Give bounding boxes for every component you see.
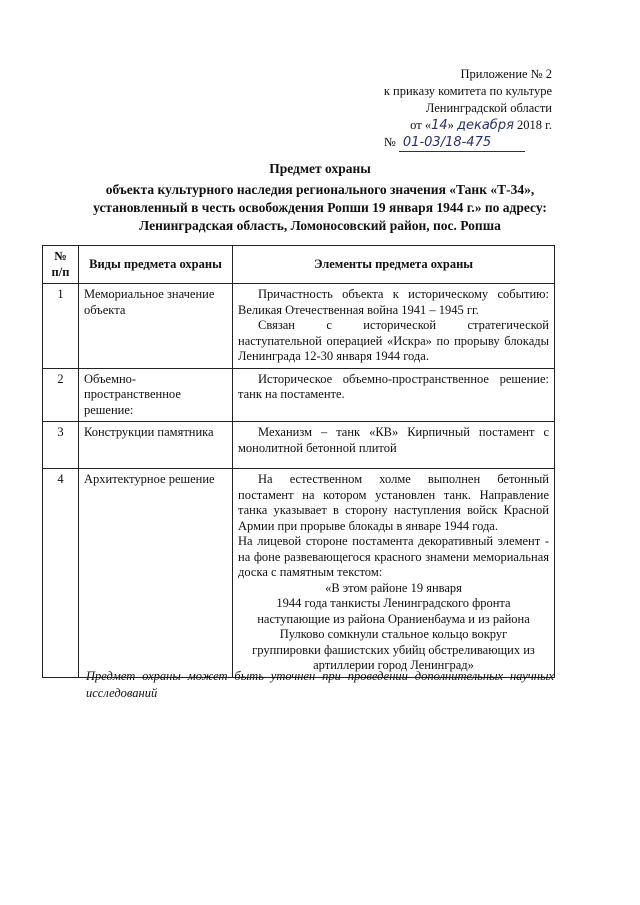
row-elements-p2: На лицевой стороне постамента декоративный элемент - на фоне развевающегося красного знамени мемориальная доска с памятным текстом: bbox=[238, 534, 549, 579]
memorial-quote-line: наступающие из района Ораниенбаума и из района bbox=[257, 611, 530, 626]
memorial-quote-line: Пулково сомкнули стальное кольцо вокруг bbox=[279, 627, 508, 641]
row-num: 2 bbox=[43, 368, 79, 422]
num-prefix: № bbox=[383, 135, 396, 149]
date-month-handwritten: декабря bbox=[457, 118, 514, 133]
title-line-4: Ленинградская область, Ломоносовский район, пос. Ропша bbox=[139, 218, 501, 233]
memorial-quote-line: артиллерии город Ленинград» bbox=[313, 658, 474, 672]
row-elements bbox=[233, 368, 555, 422]
title-line-1: Предмет охраны bbox=[269, 161, 371, 176]
memorial-quote-line: группировки фашистских убийц обстреливающих из bbox=[252, 642, 535, 657]
appendix-date bbox=[384, 117, 552, 134]
appendix-order-ref: к приказу комитета по культуре bbox=[383, 84, 552, 98]
title-line-2: объекта культурного наследия регионального значения «Танк «Т-34», bbox=[105, 182, 535, 197]
num-value-handwritten: 01-03/18-475 bbox=[399, 134, 525, 152]
table-row bbox=[43, 368, 555, 422]
date-mid: » bbox=[447, 118, 457, 132]
header-elements: Элементы предмета охраны bbox=[233, 246, 555, 284]
row-elements-p1: На естественном холме выполнен бетонный постамент на котором установлен танк. Направление танка указывает в сторону наступления войск Красной Армии при прорыве блокады в январе 1944 года. bbox=[238, 472, 549, 533]
date-day-handwritten: 14 bbox=[431, 118, 448, 133]
memorial-quote-line: «В этом районе 19 января bbox=[325, 580, 462, 595]
row-elements-p1: Причастность объекта к историческому событию: Великая Отечественная война 1941 – 1945 гг. bbox=[238, 287, 549, 317]
header-kind: Виды предмета охраны bbox=[79, 246, 233, 284]
appendix-number bbox=[384, 134, 552, 152]
title-line-3: установленный в честь освобождения Ропши 19 января 1944 г.» по адресу: bbox=[93, 200, 547, 215]
appendix-block bbox=[384, 66, 552, 152]
row-kind: Объемно-пространственное решение: bbox=[79, 368, 233, 422]
document-title bbox=[40, 160, 600, 235]
row-elements-p1: Механизм – танк «КВ» Кирпичный постамент с монолитной бетонной плитой bbox=[238, 425, 549, 455]
appendix-region: Ленинградской области bbox=[425, 101, 552, 115]
row-elements bbox=[233, 284, 555, 369]
row-elements-p2: Связан с исторической стратегической наступательной операцией «Искра» по прорыву блокады Ленинграда 12-30 января 1944 года. bbox=[238, 318, 549, 363]
header-num: № п/п bbox=[43, 246, 79, 284]
date-prefix: от « bbox=[410, 118, 432, 132]
memorial-quote-line: 1944 года танкисты Ленинградского фронта bbox=[276, 596, 511, 610]
protection-table bbox=[42, 245, 555, 678]
appendix-title: Приложение № 2 bbox=[460, 67, 552, 81]
row-elements-p1: Историческое объемно-пространственное решение: танк на постаменте. bbox=[238, 371, 549, 401]
row-kind: Архитектурное решение bbox=[79, 469, 233, 678]
row-num: 4 bbox=[43, 469, 79, 678]
row-kind: Мемориальное значение объекта bbox=[79, 284, 233, 369]
row-elements bbox=[233, 422, 555, 469]
row-elements bbox=[233, 469, 555, 678]
table-row bbox=[43, 422, 555, 469]
table-row bbox=[43, 469, 555, 678]
date-year: 2018 г. bbox=[513, 118, 552, 132]
row-num: 3 bbox=[43, 422, 79, 469]
table-row bbox=[43, 284, 555, 369]
row-kind: Конструкции памятника bbox=[79, 422, 233, 469]
row-num: 1 bbox=[43, 284, 79, 369]
footnote: Предмет охраны может быть уточнен при проведении дополнительных научных исследований bbox=[86, 669, 554, 700]
table-header-row bbox=[43, 246, 555, 284]
